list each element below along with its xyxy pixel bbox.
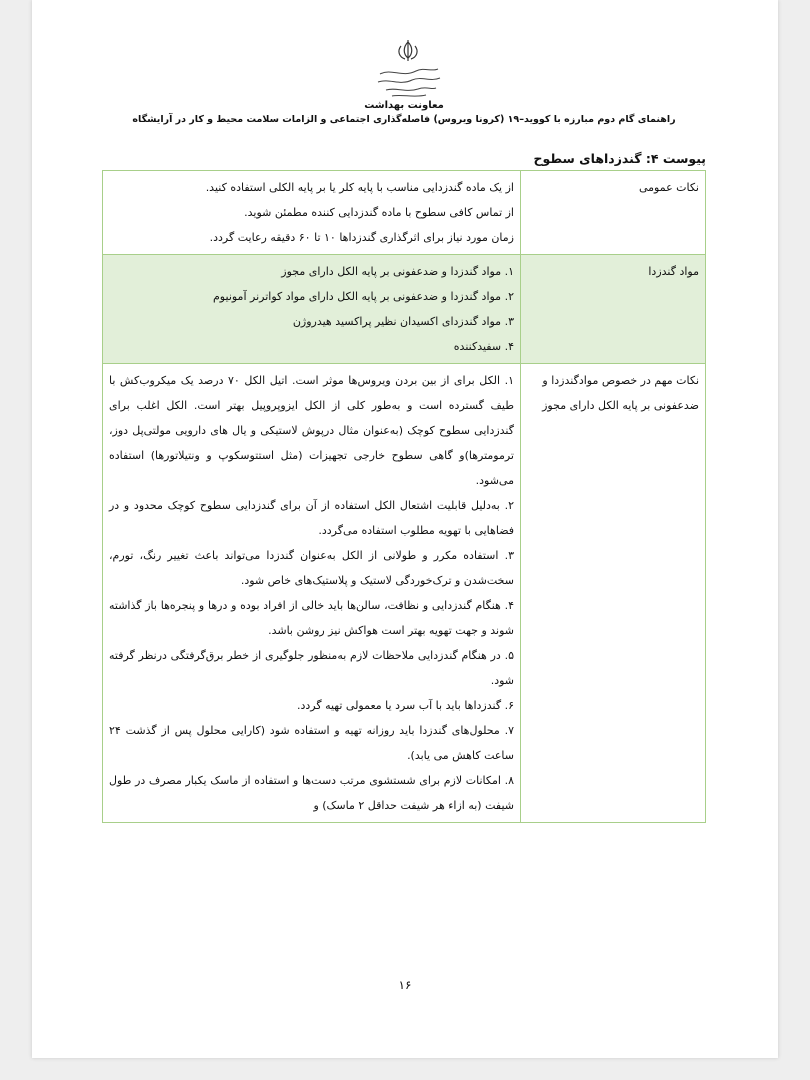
- content-line: ۳. استفاده مکرر و طولانی از الکل به‌عنوان گندزدا می‌تواند باعث تغییر رنگ، تورم، سخت‌شدن و ترک‌خوردگی لاستیک و پلاستیک‌های خاص شود.: [109, 549, 514, 587]
- disinfectants-table: [102, 170, 706, 823]
- content-line: ۸. امکانات لازم برای شستشوی مرتب دست‌ها و استفاده از ماسک یکبار مصرف در طول شیفت (به ازاء هر شیفت حداقل ۲ ماسک) و: [109, 774, 514, 812]
- row-content: [103, 171, 521, 255]
- row-label: مواد گندزدا: [521, 255, 706, 364]
- document-header: [104, 100, 704, 125]
- content-line: ۵. در هنگام گندزدایی ملاحظات لازم به‌منظور جلوگیری از خطر برق‌گرفتگی درنظر گرفته شود.: [109, 649, 514, 687]
- content-line: از یک ماده گندزدایی مناسب با پایه کلر یا بر پایه الکلی استفاده کنید.: [205, 181, 514, 194]
- content-line: ۲. به‌دلیل قابلیت اشتعال الکل استفاده از آن برای گندزدایی سطوح کوچک محدود و در فضاهایی با تهویه مطلوب استفاده می‌گردد.: [109, 499, 514, 537]
- content-line: زمان مورد نیاز برای اثرگذاری گندزداها ۱۰ تا ۶۰ دقیقه رعایت گردد.: [209, 231, 514, 244]
- content-line: ۱. مواد گندزدا و ضدعفونی بر پایه الکل دارای مجوز: [281, 265, 514, 278]
- content-line: ۴. هنگام گندزدایی و نظافت، سالن‌ها باید خالی از افراد بوده و درها و پنجره‌ها باز گذاشته شوند و جهت تهویه بهتر است هواکش نیز روشن باشد.: [109, 599, 514, 637]
- org-name: معاونت بهداشت: [364, 100, 444, 111]
- row-label: نکات عمومی: [521, 171, 706, 255]
- table-row: [103, 364, 706, 823]
- ministry-emblem-logo: [372, 38, 444, 100]
- content-line: ۷. محلول‌های گندزدا باید روزانه تهیه و استفاده شود (کارایی محلول پس از گذشت ۲۴ ساعت کاهش می یابد).: [109, 724, 514, 762]
- content-line: از تماس کافی سطوح با ماده گندزدایی کننده مطمئن شوید.: [244, 206, 514, 219]
- content-line: ۲. مواد گندزدا و ضدعفونی بر پایه الکل دارای مواد کواترنر آمونیوم: [213, 290, 514, 303]
- document-page: [32, 0, 778, 1058]
- row-content: [103, 364, 521, 823]
- content-line: ۱. الکل برای از بین بردن ویروس‌ها موثر است. اتیل الکل ۷۰ درصد یک میکروب‌کش با طیف گسترده است و به‌طور کلی از الکل ایزوپروپیل بهتر است. الکل اغلب برای گندزدایی سطوح کوچک (به‌عنوان مثال درپوش لاستیکی و یال های دارویی مولتی‌پل دوز، ترمومترها)و گاهی سطوح خارجی تجهیزات (مثل استتوسکوپ و ونتیلاتورها) استفاده می‌شود.: [109, 374, 514, 487]
- row-content: [103, 255, 521, 364]
- document-subtitle: راهنمای گام دوم مبارزه با کووید–۱۹ (کرونا ویروس) فاصله‌گذاری اجتماعی و الزامات سلامت محیط و کار در آرایشگاه: [132, 114, 676, 125]
- table-row: [103, 171, 706, 255]
- table-row: [103, 255, 706, 364]
- page-number: ۱۶: [398, 978, 412, 992]
- content-line: ۳. مواد گندزدای اکسیدان نظیر پراکسید هیدروژن: [292, 315, 514, 328]
- row-label: نکات مهم در خصوص موادگندزدا و ضدعفونی بر پایه الکل دارای مجوز: [521, 364, 706, 823]
- content-line: ۶. گندزداها باید با آب سرد یا معمولی تهیه گردد.: [296, 699, 514, 712]
- content-line: ۴. سفیدکننده: [453, 340, 514, 353]
- section-title: پیوست ۴: گندزداهای سطوح: [533, 151, 706, 166]
